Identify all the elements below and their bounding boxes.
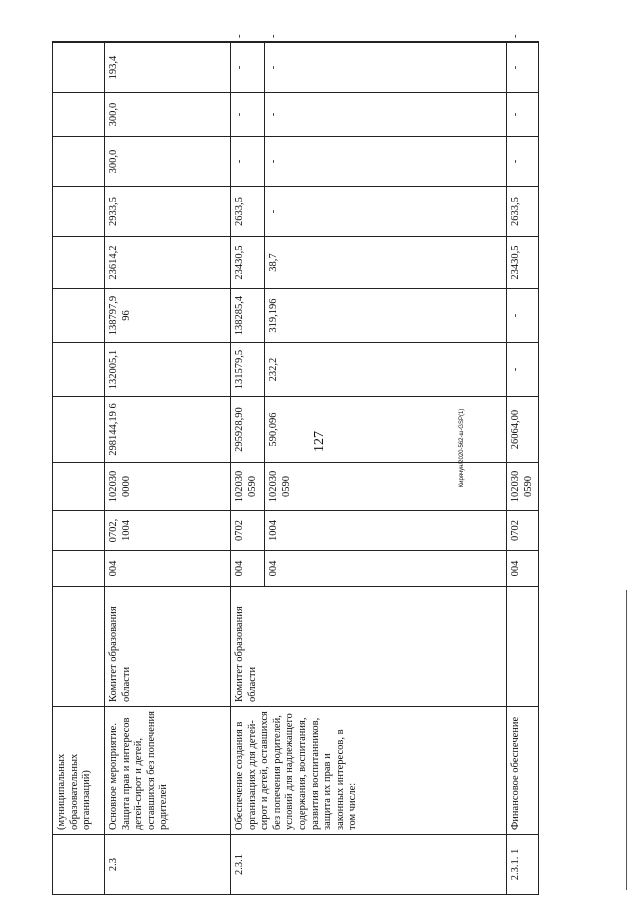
rotated-table-wrapper xyxy=(52,34,534,895)
cell-value-7: 300,0 xyxy=(105,93,231,137)
cell-value-8: - xyxy=(231,43,265,93)
cell-csr: 102030 0590 xyxy=(231,463,265,511)
scan-edge-line xyxy=(626,590,627,890)
cell-value-3: 138797,9 96 xyxy=(105,289,231,343)
cell-value-6 xyxy=(53,137,105,187)
cell-grbs: 004 xyxy=(265,551,507,587)
cell-value-4: 23430,5 xyxy=(507,237,539,289)
cell-value-6: 300,0 xyxy=(105,137,231,187)
table-row-2-3-1-1 xyxy=(507,42,539,895)
cell-value-6: - xyxy=(507,137,539,187)
cell-value-8 xyxy=(53,43,105,93)
cell-value-1 xyxy=(53,397,105,463)
cell-num: 2.3 xyxy=(105,835,231,895)
table-row-2-3-1 xyxy=(231,42,265,895)
cell-value-1: 26064,00 xyxy=(507,397,539,463)
cell-value-3 xyxy=(53,289,105,343)
cell-value-1: 295928,90 xyxy=(231,397,265,463)
cell-rzpr: 0702, 1004 xyxy=(105,511,231,551)
cell-num: 2.3.1 xyxy=(231,835,507,895)
cell-csr: 102030 0000 xyxy=(105,463,231,511)
cell-value-6: - xyxy=(265,137,507,187)
cell-value-9: - xyxy=(231,42,265,43)
cell-value-8: - xyxy=(265,43,507,93)
cell-name: Финансовое обеспечение xyxy=(507,707,539,835)
table-row-header-continued xyxy=(53,42,105,895)
cell-value-2: - xyxy=(507,343,539,397)
cell-value-2: 132005,1 xyxy=(105,343,231,397)
cell-value-7: - xyxy=(231,93,265,137)
table-row-2-3 xyxy=(105,42,231,895)
cell-rzpr: 0702 xyxy=(507,511,539,551)
page-number: 127 xyxy=(312,431,327,452)
cell-value-3: 138285,4 xyxy=(231,289,265,343)
cell-grbs: 004 xyxy=(231,551,265,587)
cell-rzpr: 0702 xyxy=(231,511,265,551)
cell-num: 2.3.1. 1 xyxy=(507,835,539,895)
cell-value-1: 590,096 xyxy=(265,397,507,463)
cell-value-3: 319,196 xyxy=(265,289,507,343)
cell-grbs: 004 xyxy=(105,551,231,587)
cell-exec xyxy=(53,587,105,707)
cell-value-9: - xyxy=(265,42,507,43)
document-side-code: Кирячун/2020-562-ш-GSP(1) xyxy=(459,408,465,488)
cell-rzpr xyxy=(53,511,105,551)
cell-value-2 xyxy=(53,343,105,397)
cell-value-3: - xyxy=(507,289,539,343)
cell-csr: 102030 0590 xyxy=(507,463,539,511)
cell-csr xyxy=(53,463,105,511)
cell-value-4 xyxy=(53,237,105,289)
cell-value-5: 2633,5 xyxy=(231,187,265,237)
cell-value-9: - xyxy=(507,42,539,43)
cell-value-1: 298144,19 6 xyxy=(105,397,231,463)
cell-csr: 102030 0590 xyxy=(265,463,507,511)
cell-value-5 xyxy=(53,187,105,237)
cell-name: Основное мероприятие. Защита прав и интересов детей-сирот и детей, оставшихся без попечения родителей xyxy=(105,707,231,835)
cell-value-4: 23430,5 xyxy=(231,237,265,289)
cell-value-2: 131579,5 xyxy=(231,343,265,397)
cell-value-4: 23614,2 xyxy=(105,237,231,289)
cell-exec: Комитет образования области xyxy=(105,587,231,707)
cell-value-2: 232,2 xyxy=(265,343,507,397)
cell-exec: Комитет образования области xyxy=(231,587,507,707)
cell-grbs: 004 xyxy=(507,551,539,587)
cell-rzpr: 1004 xyxy=(265,511,507,551)
cell-exec xyxy=(507,587,539,707)
budget-table xyxy=(52,34,539,895)
cell-num xyxy=(53,835,105,895)
cell-value-9 xyxy=(105,42,231,43)
cell-name: Обеспечение создания в организациях для детей-сирот и детей, оставшихся без попечения родителей, условий для надлежащего содержания, воспитания, развития воспитанников, защита их прав и законных интересов, в том числе: xyxy=(231,707,507,835)
cell-value-7 xyxy=(53,93,105,137)
cell-value-5: - xyxy=(265,187,507,237)
cell-grbs xyxy=(53,551,105,587)
cell-value-4: 38,7 xyxy=(265,237,507,289)
cell-value-5: 2633,5 xyxy=(507,187,539,237)
cell-value-7: - xyxy=(507,93,539,137)
cell-value-8: 193,4 xyxy=(105,43,231,93)
cell-value-5: 2933,5 xyxy=(105,187,231,237)
cell-name: (муниципальных образовательных организаций) xyxy=(53,707,105,835)
cell-value-6: - xyxy=(231,137,265,187)
cell-value-8: - xyxy=(507,43,539,93)
cell-value-7: - xyxy=(265,93,507,137)
cell-value-9 xyxy=(53,42,105,43)
